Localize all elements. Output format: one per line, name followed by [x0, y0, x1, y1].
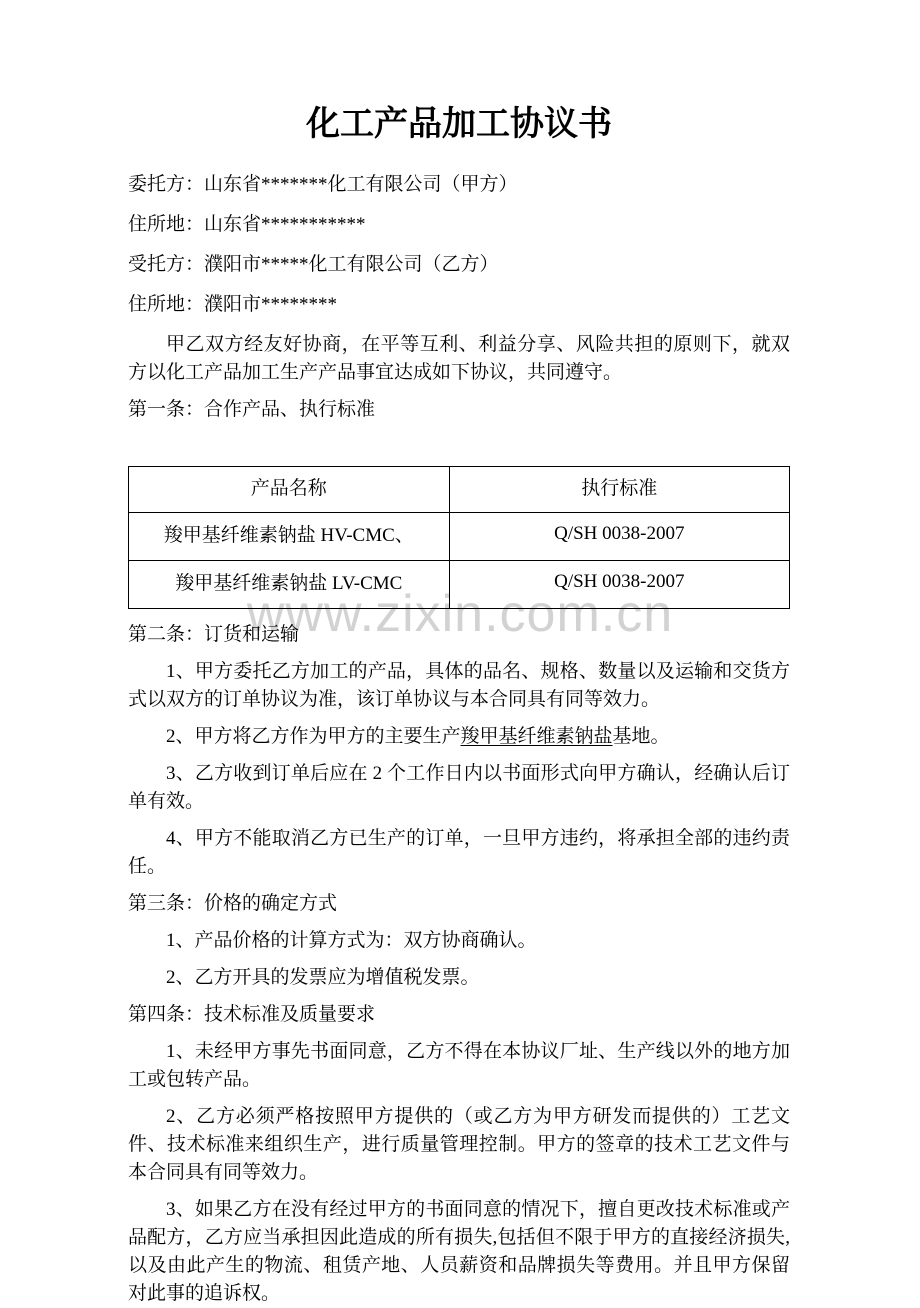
party-value: 山东省*******化工有限公司（甲方） [204, 174, 518, 195]
section-2-item-1: 1、甲方委托乙方加工的产品，具体的品名、规格、数量以及运输和交货方式以双方的订单协议为准，该订单协议与本合同具有同等效力。 [128, 661, 790, 710]
party-value: 濮阳市*****化工有限公司（乙方） [204, 254, 499, 275]
watermark-text: www.zixin.com.cn [246, 585, 674, 643]
party-label: 委托方： [128, 174, 205, 195]
section-4-item-3: 3、如果乙方在没有经过甲方的书面同意的情况下，擅自更改技术标准或产品配方，乙方应当承担因此造成的所有损失,包括但不限于甲方的直接经济损失,以及由此产生的物流、租赁产地、人员薪资和品牌损失等费用。并且甲方保留对此事的追诉权。 [128, 1199, 790, 1304]
table-row [129, 561, 790, 609]
party-line-consignee-address [128, 291, 790, 319]
table-cell-standard: Q/SH 0038-2007 [449, 513, 789, 561]
party-label: 住所地： [128, 294, 205, 315]
party-value: 山东省*********** [204, 214, 366, 235]
section-4-item-2: 2、乙方必须严格按照甲方提供的（或乙方为甲方研发而提供的）工艺文件、技术标准来组织生产，进行质量管理控制。甲方的签章的技术工艺文件与本合同具有同等效力。 [128, 1106, 790, 1183]
section-2-item-3: 3、乙方收到订单后应在 2 个工作日内以书面形式向甲方确认，经确认后订单有效。 [128, 763, 790, 812]
section-2-heading: 第二条：订货和运输 [128, 624, 300, 645]
page-title: 化工产品加工协议书 [306, 105, 612, 143]
document-content [128, 100, 790, 1308]
section-2-item-2 [128, 723, 790, 751]
table-cell-standard: Q/SH 0038-2007 [449, 561, 789, 609]
preamble-paragraph: 甲乙双方经友好协商，在平等互利、利益分享、风险共担的原则下，就双方以化工产品加工生产产品事宜达成如下协议，共同遵守。 [128, 334, 790, 383]
party-value: 濮阳市******** [204, 294, 338, 315]
section-2-item-4: 4、甲方不能取消乙方已生产的订单，一旦甲方违约，将承担全部的违约责任。 [128, 828, 790, 877]
party-label: 受托方： [128, 254, 205, 275]
underlined-product-term: 羧甲基纤维素钠盐 [460, 726, 613, 747]
table-row [129, 513, 790, 561]
table-header-row [129, 467, 790, 513]
section-3-item-1: 1、产品价格的计算方式为：双方协商确认。 [166, 930, 537, 951]
section-1-heading: 第一条：合作产品、执行标准 [128, 399, 376, 420]
products-table [128, 466, 790, 609]
section-4-item-1: 1、未经甲方事先书面同意，乙方不得在本协议厂址、生产线以外的地方加工或包转产品。 [128, 1041, 790, 1090]
party-label: 住所地： [128, 214, 205, 235]
table-cell-product: 羧甲基纤维素钠盐 LV-CMC [129, 561, 450, 609]
party-line-consignee [128, 251, 790, 279]
clause-text: 2、甲方将乙方作为甲方的主要生产 [166, 726, 461, 747]
table-cell-product: 羧甲基纤维素钠盐 HV-CMC、 [129, 513, 450, 561]
section-4-heading: 第四条：技术标准及质量要求 [128, 1004, 376, 1025]
table-header-product-name: 产品名称 [129, 467, 450, 513]
section-3-heading: 第三条：价格的确定方式 [128, 893, 338, 914]
party-line-consignor [128, 171, 790, 199]
party-line-consignor-address [128, 211, 790, 239]
section-3-item-2: 2、乙方开具的发票应为增值税发票。 [166, 967, 480, 988]
clause-text: 基地。 [612, 726, 670, 747]
table-header-standard: 执行标准 [449, 467, 789, 513]
